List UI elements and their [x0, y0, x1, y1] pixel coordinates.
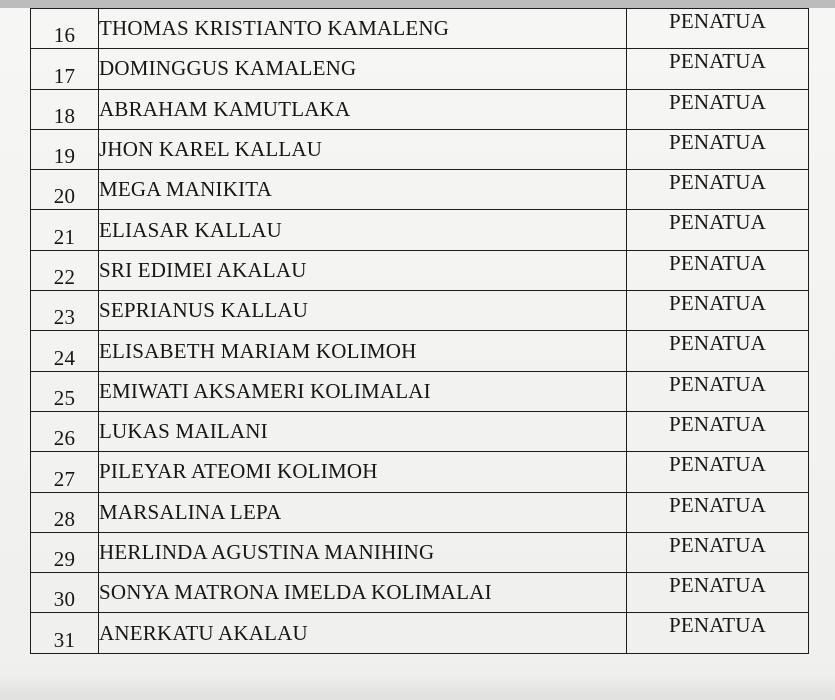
row-number-cell: 16 [31, 9, 99, 49]
member-name-cell: SONYA MATRONA IMELDA KOLIMALAI [99, 573, 627, 613]
row-number-cell: 28 [31, 492, 99, 532]
row-number-cell: 23 [31, 291, 99, 331]
roster-table-body [31, 9, 809, 654]
row-number-cell: 20 [31, 170, 99, 210]
table-row [31, 291, 809, 331]
member-name-cell: SEPRIANUS KALLAU [99, 291, 627, 331]
table-row [31, 250, 809, 290]
member-name-cell: MARSALINA LEPA [99, 492, 627, 532]
row-number-cell: 19 [31, 129, 99, 169]
member-name-cell: ANERKATU AKALAU [99, 613, 627, 653]
table-row [31, 532, 809, 572]
member-name-cell: MEGA MANIKITA [99, 170, 627, 210]
member-name-cell: DOMINGGUS KAMALENG [99, 49, 627, 89]
table-row [31, 49, 809, 89]
member-name-cell: SRI EDIMEI AKALAU [99, 250, 627, 290]
member-name-cell: ABRAHAM KAMUTLAKA [99, 89, 627, 129]
table-row [31, 9, 809, 49]
member-name-cell: LUKAS MAILANI [99, 411, 627, 451]
row-number-cell: 18 [31, 89, 99, 129]
table-row [31, 613, 809, 653]
member-name-cell: HERLINDA AGUSTINA MANIHING [99, 532, 627, 572]
row-number-cell: 17 [31, 49, 99, 89]
member-name-cell: ELISABETH MARIAM KOLIMOH [99, 331, 627, 371]
member-role-cell: PENATUA [627, 452, 809, 492]
table-row [31, 411, 809, 451]
member-name-cell: PILEYAR ATEOMI KOLIMOH [99, 452, 627, 492]
row-number-cell: 29 [31, 532, 99, 572]
table-row [31, 452, 809, 492]
row-number-cell: 21 [31, 210, 99, 250]
row-number-cell: 22 [31, 250, 99, 290]
member-name-cell: ELIASAR KALLAU [99, 210, 627, 250]
table-row [31, 492, 809, 532]
table-row [31, 573, 809, 613]
member-role-cell: PENATUA [627, 9, 809, 49]
member-role-cell: PENATUA [627, 49, 809, 89]
member-name-cell: JHON KAREL KALLAU [99, 129, 627, 169]
member-roster-table [30, 8, 809, 654]
member-role-cell: PENATUA [627, 573, 809, 613]
member-role-cell: PENATUA [627, 613, 809, 653]
member-role-cell: PENATUA [627, 210, 809, 250]
member-role-cell: PENATUA [627, 89, 809, 129]
member-role-cell: PENATUA [627, 532, 809, 572]
table-row [31, 129, 809, 169]
table-row [31, 210, 809, 250]
row-number-cell: 26 [31, 411, 99, 451]
top-border-strip [0, 0, 835, 8]
member-name-cell: EMIWATI AKSAMERI KOLIMALAI [99, 371, 627, 411]
table-row [31, 331, 809, 371]
table-row [31, 371, 809, 411]
row-number-cell: 31 [31, 613, 99, 653]
document-page [0, 8, 835, 700]
row-number-cell: 25 [31, 371, 99, 411]
row-number-cell: 30 [31, 573, 99, 613]
member-role-cell: PENATUA [627, 250, 809, 290]
page-bottom-shadow [0, 674, 835, 700]
table-row [31, 170, 809, 210]
row-number-cell: 24 [31, 331, 99, 371]
member-role-cell: PENATUA [627, 492, 809, 532]
member-role-cell: PENATUA [627, 129, 809, 169]
member-role-cell: PENATUA [627, 331, 809, 371]
member-role-cell: PENATUA [627, 411, 809, 451]
member-role-cell: PENATUA [627, 170, 809, 210]
table-row [31, 89, 809, 129]
row-number-cell: 27 [31, 452, 99, 492]
member-role-cell: PENATUA [627, 371, 809, 411]
member-role-cell: PENATUA [627, 291, 809, 331]
member-name-cell: THOMAS KRISTIANTO KAMALENG [99, 9, 627, 49]
